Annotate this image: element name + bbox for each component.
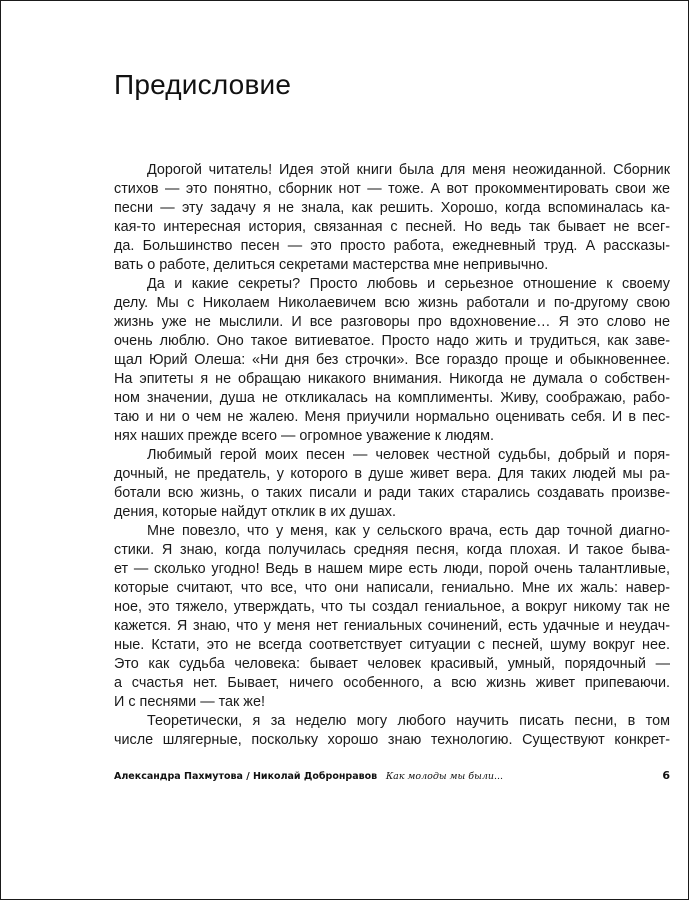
footer-authors: Александра Пахмутова / Николай Добронравов bbox=[114, 771, 378, 782]
text-line: а счастья нет. Бывает, ничего особенного, а всю жизнь живет припеваючи. bbox=[114, 675, 670, 691]
text-line: стихов — это понятно, сборник нот — тоже. А вот прокомментировать свои же bbox=[114, 181, 670, 197]
text-line: кая-то интересная история, связанная с песней. Но ведь так бывает не всег- bbox=[114, 219, 670, 235]
text-line: стики. Я знаю, когда получилась средняя песня, когда плохая. И такое быва- bbox=[114, 542, 670, 558]
text-line: очень люблю. Оно такое витиеватое. Просто надо жить и трудиться, как заве- bbox=[114, 333, 670, 349]
text-line: ном значении, душа не откликалась на комплименты. Живу, соображаю, рабо- bbox=[114, 390, 670, 406]
text-line: ные. Кстати, это не всегда соответствует ситуации с песней, шуму вокруг нее. bbox=[114, 637, 670, 653]
text-line: ботали всю жизнь, о таких писали и ради таких старались создавать произве- bbox=[114, 485, 670, 501]
text-line: И с песнями — так же! bbox=[114, 694, 265, 710]
text-line: Это как судьба человека: бывает человек красивый, умный, порядочный — bbox=[114, 656, 670, 672]
text-line: вать о работе, делиться секретами мастерства мне непривычно. bbox=[114, 257, 549, 273]
footer-book-title: Как молоды мы были... bbox=[385, 771, 504, 782]
text-line: таю и ни о чем не жалею. Меня приучили нормально оценивать себя. И в пес- bbox=[114, 409, 670, 425]
text-line: Дорогой читатель! Идея этой книги была для меня неожиданной. Сборник bbox=[147, 162, 670, 178]
text-line: Мне повезло, что у меня, как у сельского врача, есть дар точной диагно- bbox=[147, 523, 670, 539]
text-line: Любимый герой моих песен — человек честной судьбы, добрый и поря- bbox=[147, 447, 670, 463]
text-line: да. Большинство песен — это просто работа, ежедневный труд. А рассказы- bbox=[114, 238, 670, 254]
text-line: делу. Мы с Николаем Николаевичем всю жизнь работали и по-другому свою bbox=[114, 295, 670, 311]
text-line: числе шлягерные, поскольку хорошо знаю технологию. Существуют конкрет- bbox=[114, 732, 670, 748]
text-line: которые считают, что все, что они написали, гениально. Мне их жаль: навер- bbox=[114, 580, 670, 596]
text-line: Теоретически, я за неделю могу любого научить писать песни, в том bbox=[147, 713, 670, 729]
body-text bbox=[114, 161, 670, 750]
page-title: Предисловие bbox=[114, 69, 292, 100]
text-line: дения, которые найдут отклик в их душах. bbox=[114, 504, 396, 520]
text-line: Да и какие секреты? Просто любовь и серьезное отношение к своему bbox=[147, 276, 670, 292]
text-line: нях наших прежде всего — огромное уважение к людям. bbox=[114, 428, 494, 444]
text-line: дочный, не предатель, у которого в душе живет вера. Для таких людей мы ра- bbox=[114, 466, 670, 482]
text-line: На эпитеты я не обращаю никакого внимания. Никогда не думала о собствен- bbox=[114, 371, 670, 387]
text-line: жизнь уже не мыслили. И все разговоры про вдохновение… Я это слово не bbox=[114, 314, 670, 330]
page-footer bbox=[114, 771, 670, 787]
text-line: щал Юрий Олеша: «Ни дня без строчки». Все гораздо проще и обыкновеннее. bbox=[114, 352, 670, 368]
page-number: 6 bbox=[662, 769, 670, 782]
text-line: песни — эту задачу я не знала, как решить. Хорошо, когда вспоминалась ка- bbox=[114, 200, 670, 216]
text-line: ное, это тяжело, утверждать, что ты создал гениальное, а вокруг никому так не bbox=[114, 599, 670, 615]
text-line: ет — сколько угодно! Ведь в нашем мире есть люди, порой очень талантливые, bbox=[114, 561, 670, 577]
text-line: кажется. Я знаю, что у меня нет гениальных сочинений, есть удачные и неудач- bbox=[114, 618, 670, 634]
